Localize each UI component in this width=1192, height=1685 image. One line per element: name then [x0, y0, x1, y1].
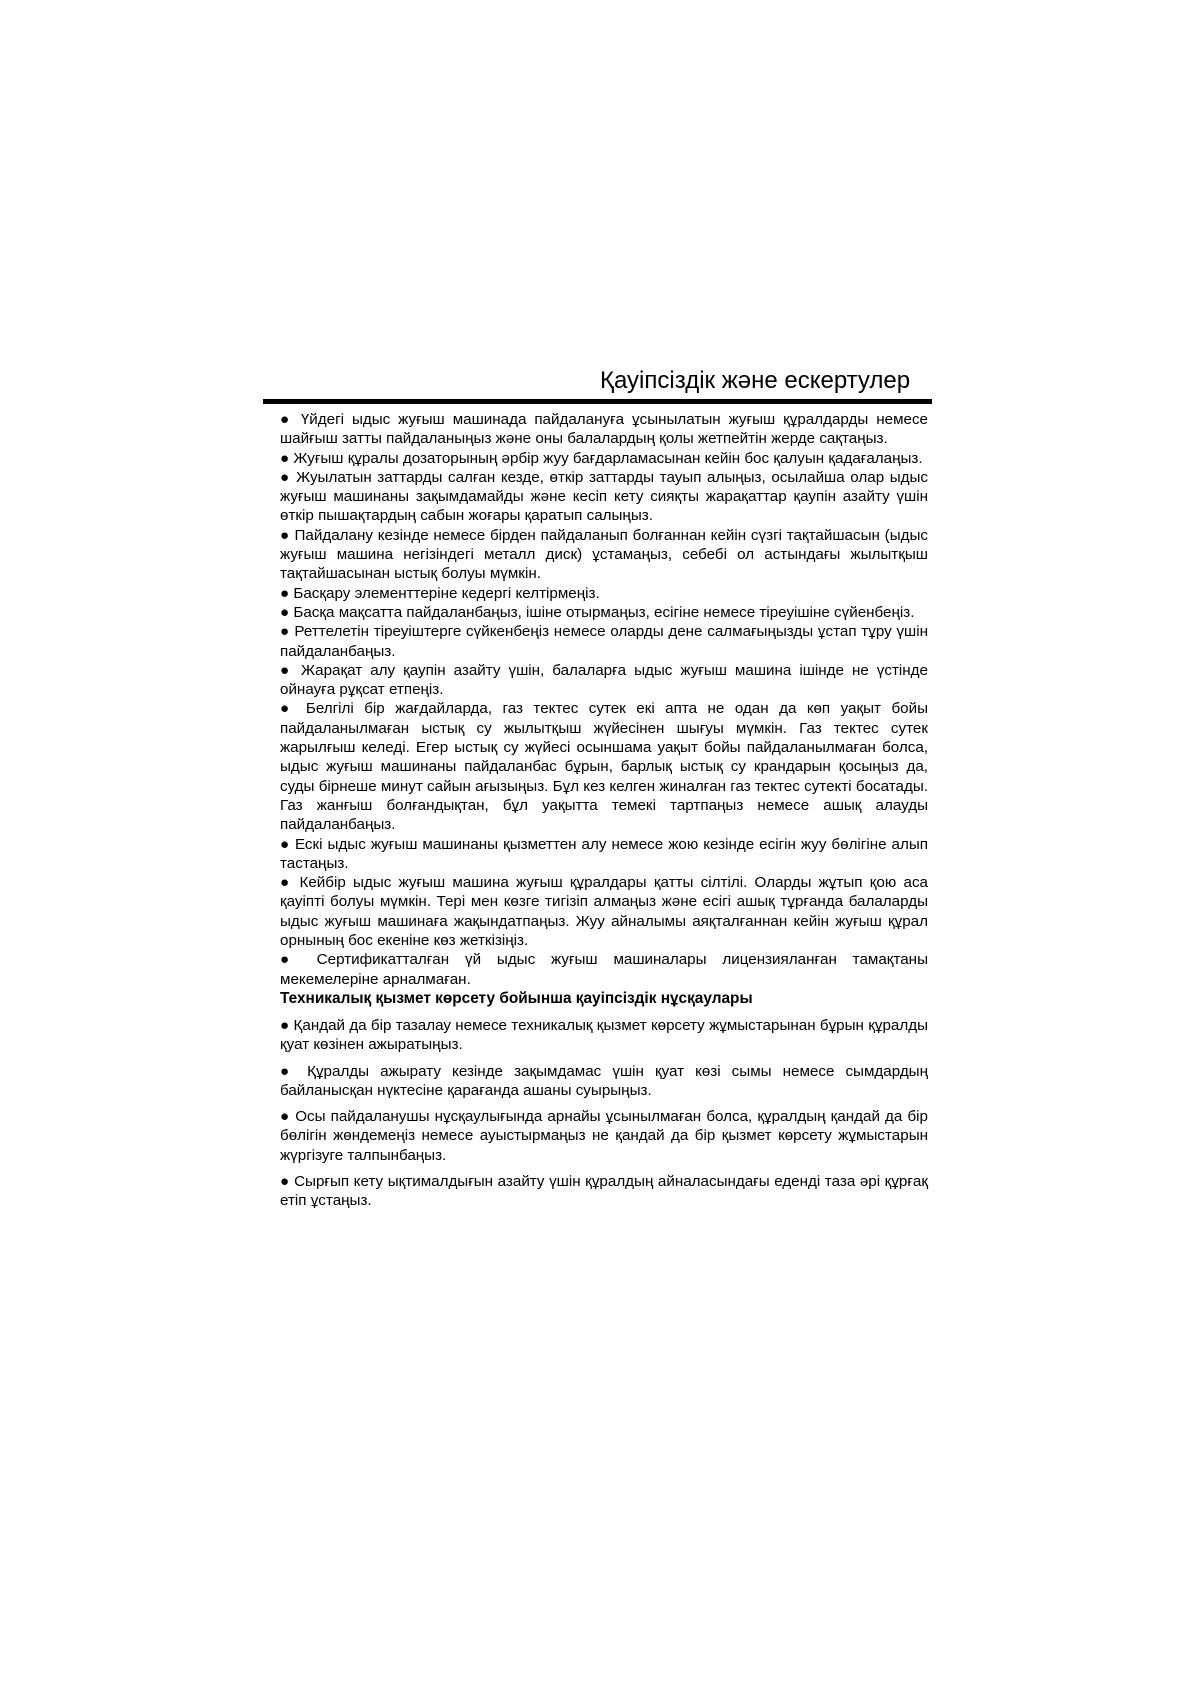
maintenance-item: ● Қандай да бір тазалау немесе техникалық қызмет көрсету жұмыстарынан бұрын құралды қуат көзінен ажыратыңыз.	[280, 1016, 928, 1054]
maintenance-section-heading: Техникалық қызмет көрсету бойынша қауіпсіздік нұсқаулары	[280, 989, 753, 1007]
warning-item: ● Реттелетін тіреуіштерге сүйкенбеңіз немесе оларды дене салмағыңызды ұстап тұру үшін пайдаланбаңыз.	[280, 623, 928, 660]
warning-item: ● Жарақат алу қаупін азайту үшін, балаларға ыдыс жуғыш машина ішінде не үстінде ойнауға рұқсат етпеңіз.	[280, 661, 928, 699]
warning-item: ● Ескі ыдыс жуғыш машинаны қызметтен алу немесе жою кезінде есігін жуу бөлігіне алып тастаңыз.	[280, 835, 928, 872]
warning-item: ● Жуылатын заттарды салған кезде, өткір заттарды тауып алыңыз, осылайша олар ыдыс жуғыш машинаны зақымдамайды және кесіп кету сияқты жарақаттар қаупін азайту үшін өткір пышақтардың сабын жоғары қаратып салыңыз.	[280, 468, 928, 525]
page-title: Қауіпсіздік және ескертулер	[600, 367, 911, 394]
title-divider	[263, 399, 932, 404]
warning-item: ● Басқа мақсатта пайдаланбаңыз, ішіне отырмаңыз, есігіне немесе тіреуішіне сүйенбеңіз.	[280, 603, 915, 621]
warning-item: ● Белгілі бір жағдайларда, газ тектес сутек екі апта не одан да көп уақыт бойы пайдаланылмаған ыстық су жылытқыш жүйесінен шығуы мүмкін. Газ тектес сутек жарылғыш келеді. Егер ыстық су жүйесі осыншама уақыт бойы пайдаланылмаған болса, ыдыс жуғыш машинаны пайдаланбас бұрын, барлық ыстық су крандарын қосыңыз да, суды бірнеше минут сайын ағызыңыз. Бұл кез келген жиналған газ тектес сутекті босатады. Газ жанғыш болғандықтан, бұл уақытта темекі тартпаңыз немесе ашық алауды пайдаланбаңыз.	[280, 700, 928, 834]
warning-item: ● Басқару элементтеріне кедергі келтірмеңіз.	[280, 584, 600, 602]
document-body	[280, 410, 928, 1211]
warning-item: ● Жуғыш құралы дозаторының әрбір жуу бағдарламасынан кейін бос қалуын қадағалаңыз.	[280, 449, 923, 467]
warning-item: ● Сертификатталған үй ыдыс жуғыш машиналары лицензияланған тамақтаны мекемелеріне арналмаған.	[280, 951, 928, 988]
maintenance-item: ● Осы пайдаланушы нұсқаулығында арнайы ұсынылмаған болса, құралдың қандай да бір бөлігін жөндемеңіз немесе ауыстырмаңыз не қандай да бір қызмет көрсету жұмыстарын жүргізуге талпынбаңыз.	[280, 1108, 928, 1164]
maintenance-item: ● Құралды ажырату кезінде зақымдамас үшін қуат көзі сымы немесе сымдардың байланысқан нүктесіне қарағанда ашаны суырыңыз.	[280, 1062, 928, 1099]
warning-item: ● Кейбір ыдыс жуғыш машина жуғыш құралдары қатты сілтілі. Оларды жұтып қою аса қауіпті болуы мүмкін. Тері мен көзге тигізіп алмаңыз және есігі ашық тұрғанда балаларды ыдыс жуғыш машинаға жақындатпаңыз. Жуу айналымы аяқталғаннан кейін жуғыш құрал орнының бос екеніне көз жеткізіңіз.	[280, 874, 928, 950]
warning-item: ● Үйдегі ыдыс жуғыш машинада пайдалануға ұсынылатын жуғыш құралдарды немесе шайғыш затты пайдаланыңыз және оны балалардың қолы жетпейтін жерде сақтаңыз.	[280, 411, 928, 448]
warning-item: ● Пайдалану кезінде немесе бірден пайдаланып болғаннан кейін сүзгі тақтайшасын (ыдыс жуғыш машина негізіндегі металл диск) ұстамаңыз, себебі ол астындағы жылытқыш тақтайшасынан ыстық болуы мүмкін.	[280, 526, 928, 583]
maintenance-item: ● Сырғып кету ықтималдығын азайту үшін құралдың айналасындағы еденді таза әрі құрғақ етіп ұстаңыз.	[280, 1172, 928, 1210]
